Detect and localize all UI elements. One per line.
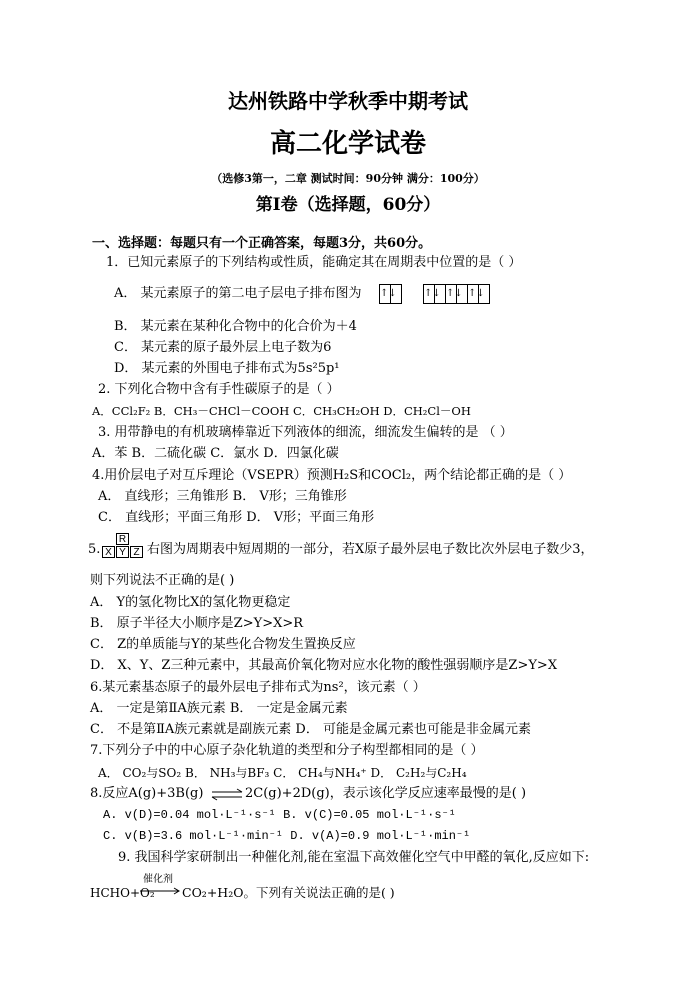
q5-number: 5. (88, 542, 101, 557)
q6-options-cd: C． 不是第ⅡA族元素就是副族元素 D． 可能是金属元素也可能是非金属元素 (90, 722, 531, 737)
reaction-arrow-icon (139, 886, 181, 896)
equilibrium-arrow-icon (210, 788, 244, 802)
exam-info: （选修3第一，二章 测试时间：90分钟 满分：100分） (211, 172, 485, 185)
orbital-box (435, 285, 446, 303)
q1-option-a: A． 某元素原子的第二电子层电子排布图为 (114, 286, 362, 301)
orbital-arrow-icon: ↑↓ (446, 288, 463, 299)
orbital-arrow-icon: ↑↓ (424, 288, 441, 299)
orbital-box (424, 285, 441, 303)
q8-stem-right: 2C(g)+2D(g)，表示该化学反应速率最慢的是( ) (245, 786, 527, 801)
q6-stem: 6.某元素基态原子的最外层电子排布式为ns²，该元素（ ） (90, 680, 426, 695)
q5-option-c: C． Z的单质能与Y的某些化合物发生置换反应 (90, 637, 356, 652)
orbital-box (380, 285, 397, 303)
orbital-box (457, 285, 468, 303)
orbital-box (468, 285, 485, 303)
q2-stem: 2. 下列化合物中含有手性碳原子的是（ ） (98, 382, 340, 397)
paper-title: 高二化学试卷 (269, 129, 426, 159)
orbital-box (391, 285, 401, 303)
orbital-arrow-icon: ↑↓ (380, 288, 397, 299)
periodic-table-fragment (101, 533, 144, 560)
q5-option-a: A． Y的氢化物比X的氢化物更稳定 (90, 595, 291, 610)
instructions: 一、选择题：每题只有一个正确答案，每题3分，共60分。 (92, 236, 432, 251)
q8-stem-left: 8.反应A(g)+3B(g) (90, 786, 204, 801)
cell-r: R (116, 533, 129, 545)
orbital-arrow-icon: ↑↓ (468, 288, 485, 299)
cell-z: Z (130, 546, 143, 558)
q9-eq-right: CO₂+H₂O。下列有关说法正确的是( ) (182, 885, 395, 900)
school-title: 达州铁路中学秋季中期考试 (228, 89, 468, 113)
q1-stem: 1．已知元素原子的下列结构或性质，能确定其在周期表中位置的是（ ） (106, 255, 522, 270)
q5-stem-cont: 则下列说法不正确的是( ) (90, 573, 235, 588)
cell-y: Y (116, 546, 129, 558)
q7-stem: 7.下列分子中的中心原子杂化轨道的类型和分子构型都相同的是（ ） (90, 743, 484, 758)
orbital-diagram-2p (423, 284, 490, 304)
q9-eq-left: HCHO+O₂ (90, 886, 155, 900)
catalyst-label: 催化剂 (143, 874, 173, 885)
q1-option-c: C． 某元素的原子最外层上电子数为6 (114, 340, 332, 355)
q5-option-d: D． X、Y、Z三种元素中，其最高价氧化物对应水化物的酸性强弱顺序是Z>Y>X (90, 658, 558, 673)
q1-option-b: B． 某元素在某种化合物中的化合价为＋4 (114, 319, 357, 334)
orbital-diagram-2s (379, 284, 402, 304)
section-title: 第Ⅰ卷（选择题，60分） (255, 195, 441, 215)
q8-options-ab: A. v(D)=0.04 mol·L⁻¹·s⁻¹ B. v(C)=0.05 mol·L⁻¹·s⁻¹ (103, 808, 456, 822)
q6-options-ab: A． 一定是第ⅡA族元素 B． 一定是金属元素 (90, 701, 348, 716)
q2-options: A．CCl₂F₂ B．CH₃－CHCl－COOH C．CH₃CH₂OH D．CH₂Cl－OH (92, 404, 471, 418)
q8-options-cd: C. v(B)=3.6 mol·L⁻¹·min⁻¹ D. v(A)=0.9 mol·L⁻¹·min⁻¹ (103, 829, 471, 843)
q4-options-ab: A． 直线形；三角锥形 B． V形；三角锥形 (98, 489, 347, 504)
q4-stem: 4.用价层电子对互斥理论（VSEPR）预测H₂S和COCl₂，两个结论都正确的是（ ） (92, 468, 572, 483)
q3-stem: 3. 用带静电的有机玻璃棒靠近下列液体的细流，细流发生偏转的是 （ ） (98, 425, 513, 440)
q1-option-d: D． 某元素的外围电子排布式为5s²5p¹ (114, 361, 340, 376)
q7-options: A． CO₂与SO₂ B． NH₃与BF₃ C． CH₄与NH₄⁺ D． C₂H₂与C₂H₄ (98, 766, 467, 780)
q4-options-cd: C． 直线形；平面三角形 D． V形；平面三角形 (98, 510, 375, 525)
orbital-box (446, 285, 463, 303)
q5-option-b: B． 原子半径大小顺序是Z>Y>X>R (90, 616, 304, 631)
orbital-box (479, 285, 489, 303)
q9-stem: 9. 我国科学家研制出一种催化剂,能在室温下高效催化空气中甲醛的氧化,反应如下: (118, 850, 590, 865)
q5-stem: 右图为周期表中短周期的一部分，若X原子最外层电子数比次外层电子数少3， (147, 542, 594, 557)
cell-x: X (102, 546, 115, 558)
q3-options: A．苯 B．二硫化碳 C．氯水 D．四氯化碳 (92, 446, 339, 461)
